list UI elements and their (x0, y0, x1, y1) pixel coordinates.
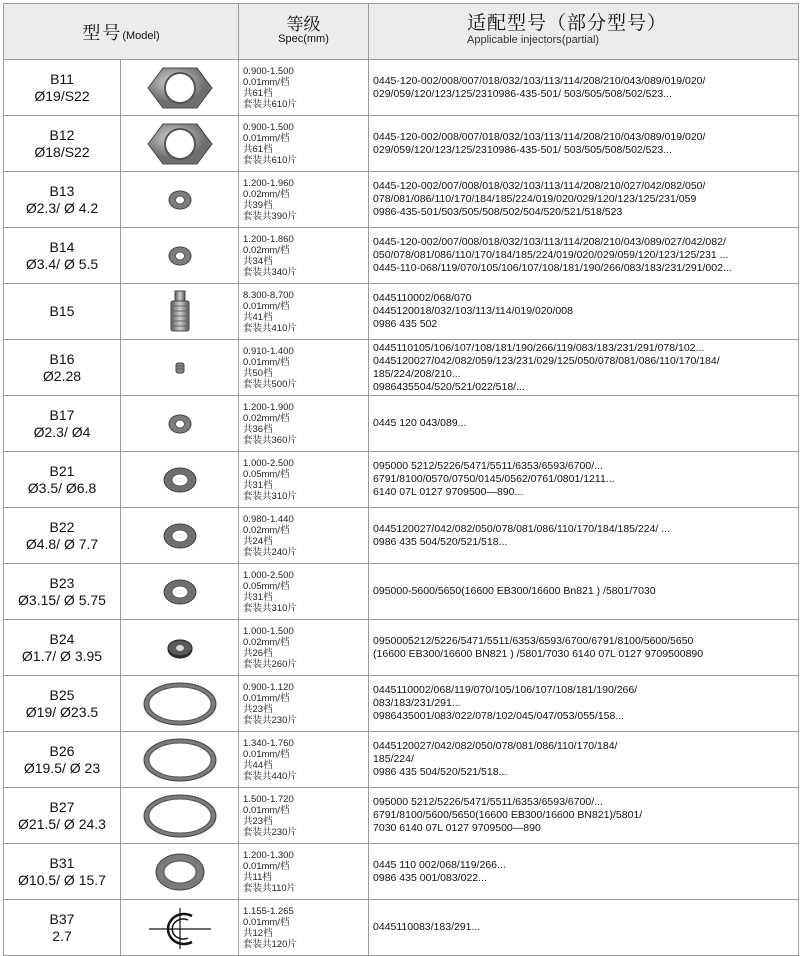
model-code: B12 (49, 126, 75, 143)
injector-line: 185/224/208/210... (373, 367, 461, 380)
model-code: B17 (49, 406, 75, 423)
applicable-injectors-cell (369, 844, 799, 900)
applicable-injectors-cell (369, 564, 799, 620)
applicable-injectors-cell (369, 452, 799, 508)
model-code: B23 (49, 574, 75, 591)
spec-line: 0.01mm/档 (243, 916, 290, 928)
model-cell (4, 620, 121, 676)
injector-line: 0445-120-002/007/008/018/032/103/113/114/208/210/043/089/027/042/082/ (373, 236, 726, 248)
table-row (4, 620, 799, 676)
spec-cell (239, 508, 369, 564)
spec-line: 共12档 (243, 927, 273, 939)
table-row (4, 732, 799, 788)
spec-cell (239, 564, 369, 620)
spec-line: 0.02mm/档 (243, 244, 290, 256)
applicable-injectors-cell (369, 228, 799, 284)
injector-line: 0986435001/083/022/078/102/045/047/053/055/158... (373, 710, 625, 722)
header-spec (239, 4, 369, 60)
injector-line: 0445-120-002/008/007/018/032/103/113/114/208/210/043/089/019/020/ (373, 130, 706, 143)
applicable-injectors-cell (369, 900, 799, 956)
model-cell (4, 396, 121, 452)
part-image-cell (121, 508, 239, 564)
model-code: B22 (49, 518, 75, 535)
injector-line: 0445-120-002/008/007/018/032/103/113/114/208/210/043/089/019/020/ (373, 74, 706, 87)
spec-line: 1.000-2.500 (243, 569, 294, 581)
spec-line: 套装共310片 (243, 602, 297, 614)
header-model (4, 4, 239, 60)
injector-line: 029/059/120/123/125/2310986-435-501/ 503/505/508/502/523... (373, 143, 672, 156)
table-row (4, 172, 799, 228)
model-cell (4, 844, 121, 900)
header-model-en: (Model) (122, 29, 160, 42)
part-image-cell (121, 116, 239, 172)
spec-line: 套装共260片 (243, 658, 297, 670)
model-code: B21 (49, 462, 75, 479)
model-code: B11 (50, 70, 74, 87)
model-code: B24 (49, 630, 75, 647)
spec-cell (239, 788, 369, 844)
spec-line: 0.02mm/档 (243, 636, 290, 648)
spec-line: 共23档 (243, 703, 273, 715)
injector-line: 029/059/120/123/125/2310986-435-501/ 503/505/508/502/523... (373, 87, 672, 100)
applicable-injectors-cell (369, 396, 799, 452)
small-washer-icon (121, 413, 238, 435)
spec-line: 共31档 (243, 591, 273, 603)
injector-line: 078/081/086/110/170/184/185/224/019/020/029/120/123/125/231/059 (373, 193, 697, 205)
part-image-cell (121, 396, 239, 452)
model-cell (4, 676, 121, 732)
large-ring-icon (121, 792, 238, 840)
spec-line: 0.02mm/档 (243, 524, 290, 536)
spec-line: 0.910-1.400 (243, 345, 294, 357)
injector-line: 0445120018/032/103/113/114/019/020/008 (373, 305, 573, 317)
part-image-cell (121, 452, 239, 508)
model-size: Ø3.4/ Ø 5.5 (25, 255, 99, 272)
spec-line: 共26档 (243, 647, 273, 659)
spec-line: 共34档 (243, 255, 273, 267)
part-image-cell (121, 900, 239, 956)
applicable-injectors-cell (369, 60, 799, 116)
spec-line: 1.200-1.860 (243, 233, 294, 245)
part-image-cell (121, 788, 239, 844)
injector-line: 095000 5212/5226/5471/5511/6353/6593/6700/... (373, 460, 603, 472)
small-washer-icon (121, 189, 238, 211)
injector-line: 0986435504/520/521/022/518/... (373, 380, 525, 393)
injector-line: 0445120027/042/082/059/123/231/029/125/050/078/081/086/110/170/184/ (373, 354, 720, 367)
table-row (4, 844, 799, 900)
spec-cell (239, 620, 369, 676)
spec-line: 共44档 (243, 759, 273, 771)
spec-line: 1.000-1.500 (243, 625, 294, 637)
medium-washer-icon (121, 851, 238, 893)
injector-line: 0445 120 043/089... (373, 417, 467, 429)
table-row (4, 116, 799, 172)
part-image-cell (121, 60, 239, 116)
model-cell (4, 508, 121, 564)
shim-spec-table (3, 3, 799, 956)
spec-line: 1.340-1.760 (243, 737, 294, 749)
spec-line: 套装共120片 (243, 938, 297, 950)
injector-line: 0445110002/068/119/070/105/106/107/108/181/190/266/ (373, 684, 638, 696)
spec-line: 套装共240片 (243, 546, 297, 558)
injector-line: 185/224/ (373, 753, 414, 765)
spec-cell (239, 452, 369, 508)
injector-line: 0986 435 502 (373, 318, 438, 330)
injector-line: 0445120027/042/082/050/078/081/086/110/170/184/185/224/ ... (373, 522, 671, 535)
part-image-cell (121, 676, 239, 732)
spec-line: 0.01mm/档 (243, 132, 290, 144)
thick-washer-icon (121, 521, 238, 551)
spec-line: 1.000-2.500 (243, 457, 294, 469)
thick-washer-icon (121, 577, 238, 607)
spec-cell (239, 228, 369, 284)
spec-line: 0.05mm/档 (243, 468, 290, 480)
spec-line: 共50档 (243, 367, 273, 379)
model-size: Ø3.5/ Ø6.8 (27, 479, 97, 496)
part-image-cell (121, 340, 239, 396)
model-size: Ø19/S22 (34, 87, 90, 104)
hex-nut-icon (121, 121, 238, 167)
spec-cell (239, 172, 369, 228)
spec-cell (239, 396, 369, 452)
model-code: B13 (49, 182, 75, 199)
spec-line: 0.01mm/档 (243, 76, 290, 88)
spec-line: 共11档 (243, 871, 272, 883)
model-cell (4, 788, 121, 844)
model-cell (4, 116, 121, 172)
model-size: Ø4.8/ Ø 7.7 (25, 535, 99, 552)
applicable-injectors-cell (369, 508, 799, 564)
model-cell (4, 284, 121, 340)
injector-line: 6791/8100/5600/5650(16600 EB300/16600 BN821)/5801/ (373, 809, 643, 821)
tiny-pin-icon (121, 360, 238, 376)
applicable-injectors-cell (369, 340, 799, 396)
table-row (4, 676, 799, 732)
spec-line: 0.02mm/档 (243, 412, 290, 424)
model-cell (4, 172, 121, 228)
spec-line: 套装共440片 (243, 770, 297, 782)
spec-line: 0.900-1.120 (243, 681, 294, 693)
model-size: Ø21.5/ Ø 24.3 (18, 815, 106, 832)
injector-line: 0445110105/106/107/108/181/190/266/119/083/183/231/291/078/102... (373, 341, 705, 354)
applicable-injectors-cell (369, 172, 799, 228)
model-code: B27 (49, 798, 75, 815)
injector-line: 0445-110-068/119/070/105/106/107/108/181/190/266/083/183/231/291/002... (373, 262, 732, 274)
header-model-label: 型号 (82, 22, 123, 43)
model-code: B14 (49, 238, 75, 255)
spec-line: 共39档 (243, 199, 273, 211)
spec-line: 共31档 (243, 479, 273, 491)
injector-line: 6791/8100/0570/0750/0145/0562/0761/0801/1211... (373, 473, 615, 485)
threaded-pin-icon (121, 289, 238, 335)
spec-cell (239, 844, 369, 900)
model-size: Ø2.28 (42, 367, 82, 384)
spec-line: 套装共610片 (243, 98, 297, 110)
spec-cell (239, 676, 369, 732)
injector-line: 095000 5212/5226/5471/5511/6353/6593/6700/... (373, 796, 603, 808)
spec-line: 0.01mm/档 (243, 804, 290, 816)
model-code: B16 (49, 350, 75, 367)
model-code: B37 (49, 910, 75, 927)
spec-line: 共36档 (243, 423, 273, 435)
spec-line: 共61档 (243, 87, 273, 99)
spec-line: 0.01mm/档 (243, 356, 290, 368)
thick-washer-icon (121, 465, 238, 495)
applicable-injectors-cell (369, 676, 799, 732)
model-cell (4, 732, 121, 788)
injector-line: 0986 435 504/520/521/518... (373, 535, 508, 548)
injector-line: 0986 435 504/520/521/518... (373, 766, 508, 778)
model-size: Ø19.5/ Ø 23 (23, 759, 101, 776)
applicable-injectors-cell (369, 788, 799, 844)
table-row (4, 900, 799, 956)
injector-line: 0445120027/042/082/050/078/081/086/110/170/184/ (373, 740, 618, 752)
spec-cell (239, 900, 369, 956)
header-apps-label: 适配型号（部分型号） (467, 12, 668, 34)
part-image-cell (121, 844, 239, 900)
spec-line: 0.01mm/档 (243, 300, 290, 312)
spec-line: 套装共230片 (243, 826, 297, 838)
header-spec-label: 等级 (286, 14, 321, 34)
spec-line: 0.980-1.440 (243, 513, 294, 525)
injector-line: 0986 435 001/083/022... (373, 871, 487, 884)
model-code: B31 (49, 854, 75, 871)
spec-line: 8.300-8.700 (243, 289, 294, 301)
spec-cell (239, 284, 369, 340)
part-image-cell (121, 172, 239, 228)
model-cell (4, 900, 121, 956)
model-size: Ø2.3/ Ø 4.2 (25, 199, 99, 216)
spec-cell (239, 340, 369, 396)
model-code: B26 (49, 742, 75, 759)
table-row (4, 396, 799, 452)
spec-line: 套装共500片 (243, 378, 297, 390)
injector-line: 0950005212/5226/5471/5511/6353/6593/6700/6791/8100/5600/5650 (373, 634, 694, 647)
model-code: B15 (49, 303, 75, 319)
spec-line: 套装共390片 (243, 210, 297, 222)
table-row (4, 228, 799, 284)
spec-line: 套装共360片 (243, 434, 297, 446)
injector-line: 0445-120-002/007/008/018/032/103/113/114/208/210/027/042/082/050/ (373, 180, 706, 192)
spec-line: 0.900-1.500 (243, 121, 294, 133)
model-cell (4, 340, 121, 396)
table-row (4, 340, 799, 396)
spec-line: 0.02mm/档 (243, 188, 290, 200)
spec-line: 套装共310片 (243, 490, 297, 502)
large-ring-icon (121, 736, 238, 784)
injector-line: (16600 EB300/16600 BN821 ) /5801/7030 6140 07L 0127 9709500890 (373, 647, 704, 660)
large-ring-icon (121, 680, 238, 728)
model-cell (4, 564, 121, 620)
injector-line: 0445110083/183/291... (373, 921, 481, 933)
table-row (4, 564, 799, 620)
table-row (4, 508, 799, 564)
hex-nut-icon (121, 65, 238, 111)
spec-line: 共24档 (243, 535, 273, 547)
spec-line: 0.05mm/档 (243, 580, 290, 592)
spec-line: 共61档 (243, 143, 273, 155)
spec-line: 0.01mm/档 (243, 860, 290, 872)
applicable-injectors-cell (369, 284, 799, 340)
injector-line: 0445 110 002/068/119/266... (373, 858, 506, 871)
spec-line: 套装共610片 (243, 154, 297, 166)
spec-line: 1.155-1.265 (243, 905, 294, 917)
part-image-cell (121, 228, 239, 284)
spec-line: 套装共110片 (243, 882, 297, 894)
spec-line: 共23档 (243, 815, 273, 827)
table-row (4, 60, 799, 116)
spec-cell (239, 60, 369, 116)
spec-line: 套装共410片 (243, 322, 297, 334)
spec-cell (239, 116, 369, 172)
injector-line: 6140 07L 0127 9709500—890... (373, 486, 524, 498)
header-apps-en: Applicable injectors(partial) (467, 33, 600, 46)
spec-line: 1.200-1.960 (243, 177, 294, 189)
applicable-injectors-cell (369, 620, 799, 676)
spec-line: 0.900-1.500 (243, 65, 294, 77)
spec-line: 套装共340片 (243, 266, 297, 278)
model-size: 2.7 (52, 927, 72, 944)
spec-line: 0.01mm/档 (243, 748, 290, 760)
small-washer-icon (121, 245, 238, 267)
header-apps (369, 4, 799, 60)
applicable-injectors-cell (369, 116, 799, 172)
dark-washer-icon (121, 636, 238, 660)
spec-line: 0.01mm/档 (243, 692, 290, 704)
injector-line: 0445110002/068/070 (373, 292, 472, 304)
injector-line: 095000-5600/5650(16600 EB300/16600 Bn821 ) /5801/7030 (373, 585, 656, 597)
table-header (4, 4, 799, 60)
part-image-cell (121, 564, 239, 620)
model-size: Ø1.7/ Ø 3.95 (21, 647, 103, 664)
part-image-cell (121, 284, 239, 340)
spec-line: 1.500-1.720 (243, 793, 294, 805)
model-code: B25 (49, 686, 75, 703)
model-size: Ø2.3/ Ø4 (33, 423, 91, 440)
injector-line: 0986-435-501/503/505/508/502/504/520/521/518/523 (373, 206, 623, 218)
model-cell (4, 228, 121, 284)
model-cell (4, 60, 121, 116)
table-row (4, 788, 799, 844)
model-size: Ø3.15/ Ø 5.75 (18, 591, 106, 608)
part-image-cell (121, 620, 239, 676)
table-row (4, 284, 799, 340)
spec-cell (239, 732, 369, 788)
applicable-injectors-cell (369, 732, 799, 788)
model-size: Ø19/ Ø23.5 (25, 703, 99, 720)
spec-line: 套装共230片 (243, 714, 297, 726)
injector-line: 083/183/231/291... (373, 697, 461, 709)
table-row (4, 452, 799, 508)
spec-line: 共41档 (243, 311, 273, 323)
model-size: Ø18/S22 (34, 143, 90, 160)
spec-line: 1.200-1.900 (243, 401, 294, 413)
header-spec-en: Spec(mm) (278, 32, 329, 45)
part-image-cell (121, 732, 239, 788)
model-size: Ø10.5/ Ø 15.7 (18, 871, 106, 888)
spec-line: 1.200-1.300 (243, 849, 294, 861)
injector-line: 7030 6140 07L 0127 9709500—890 (373, 822, 541, 834)
model-cell (4, 452, 121, 508)
injector-line: 050/078/081/086/110/170/184/185/224/019/020/029/059/120/123/125/231 ... (373, 249, 729, 261)
